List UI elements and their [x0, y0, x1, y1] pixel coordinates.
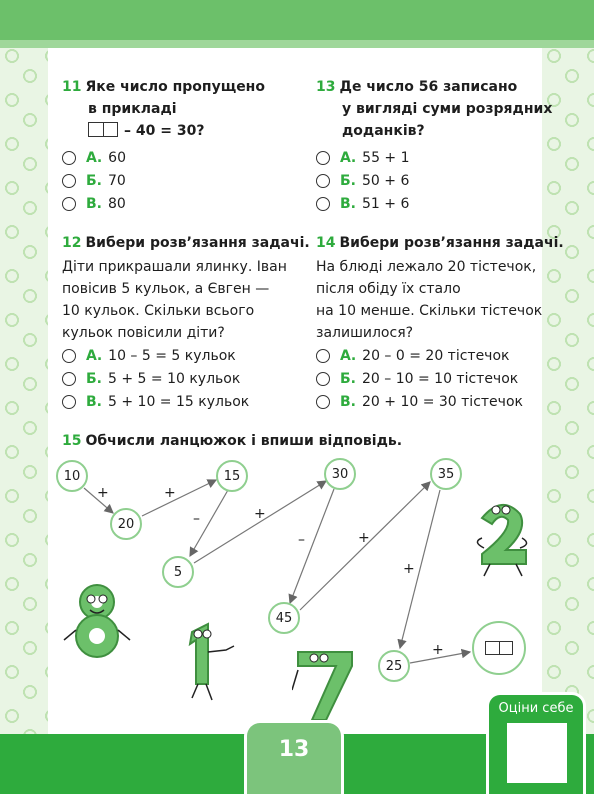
options-list: [316, 344, 538, 413]
digit-2-character-illustration: [470, 498, 536, 580]
digit-1-character-illustration: [176, 622, 242, 704]
option-a[interactable]: [62, 344, 298, 367]
op-label: +: [358, 530, 370, 546]
option-letter: Б.: [340, 370, 356, 387]
problem-line: повісив 5 кульок, а Євген —: [62, 281, 270, 297]
option-text: 20 + 10 = 30 тістечок: [362, 393, 523, 410]
task-14: [316, 232, 564, 413]
task-13: [316, 76, 553, 215]
problem-text: [316, 256, 543, 344]
option-text: 70: [108, 172, 126, 189]
problem-line: 10 кульок. Скільки всього: [62, 303, 255, 319]
option-c[interactable]: [62, 390, 298, 413]
problem-line: на 10 менше. Скільки тістечок: [316, 303, 543, 319]
option-a[interactable]: [316, 146, 538, 169]
problem-line: кульок повісили діти?: [62, 325, 225, 341]
chain-node: 15: [216, 460, 248, 492]
option-c[interactable]: [62, 192, 292, 215]
task-title: Вибери розв’язання задачі.: [85, 235, 310, 251]
radio-circle[interactable]: [62, 174, 76, 188]
radio-circle[interactable]: [62, 395, 76, 409]
question-line: – 40 = 30?: [124, 123, 205, 139]
digit-8-character-illustration: [62, 580, 132, 662]
digit-7-character-illustration: [292, 640, 358, 722]
option-text: 51 + 6: [362, 195, 410, 212]
task-15: [62, 430, 532, 452]
problem-line: Діти прикрашали ялинку. Іван: [62, 259, 287, 275]
option-a[interactable]: [316, 344, 538, 367]
chain-node: 10: [56, 460, 88, 492]
option-text: 5 + 10 = 15 кульок: [108, 393, 250, 410]
option-b[interactable]: [62, 169, 292, 192]
task-11: [62, 76, 292, 215]
task-number: 15: [62, 433, 82, 449]
chain-node: 25: [378, 650, 410, 682]
option-letter: А.: [340, 149, 357, 166]
option-letter: А.: [86, 149, 103, 166]
options-list: [316, 146, 538, 215]
op-label: +: [432, 642, 444, 658]
self-assessment-square[interactable]: [507, 723, 567, 783]
option-letter: В.: [340, 393, 356, 410]
option-b[interactable]: [316, 169, 538, 192]
task-number: 13: [316, 79, 336, 95]
op-label: –: [193, 511, 200, 527]
answer-circle[interactable]: [472, 621, 526, 675]
problem-line: після обіду їх стало: [316, 281, 461, 297]
chain-node: 35: [430, 458, 462, 490]
question-line: у вигляді суми розрядних: [342, 101, 553, 117]
option-c[interactable]: [316, 390, 538, 413]
radio-circle[interactable]: [316, 395, 330, 409]
option-text: 20 – 0 = 20 тістечок: [362, 347, 510, 364]
option-b[interactable]: [316, 367, 538, 390]
task-title: Вибери розв’язання задачі.: [339, 235, 564, 251]
chain-node: 20: [110, 508, 142, 540]
question-line: в прикладі: [88, 101, 177, 117]
option-text: 60: [108, 149, 126, 166]
problem-text: [62, 256, 298, 344]
problem-line: На блюді лежало 20 тістечок,: [316, 259, 537, 275]
missing-number-box: [88, 122, 118, 137]
option-letter: Б.: [86, 370, 102, 387]
answer-input-box[interactable]: [485, 641, 513, 655]
radio-circle[interactable]: [62, 197, 76, 211]
radio-circle[interactable]: [316, 349, 330, 363]
op-label: –: [298, 532, 305, 548]
options-list: [62, 146, 292, 215]
page-number: 13: [244, 720, 344, 794]
radio-circle[interactable]: [62, 349, 76, 363]
task-title: Обчисли ланцюжок і впиши відповідь.: [85, 433, 403, 449]
task-number: 12: [62, 235, 82, 251]
chain-node: 5: [162, 556, 194, 588]
option-a[interactable]: [62, 146, 292, 169]
question-line: доданків?: [342, 123, 425, 139]
radio-circle[interactable]: [316, 174, 330, 188]
option-text: 20 – 10 = 10 тістечок: [362, 370, 519, 387]
op-label: +: [97, 485, 109, 501]
self-assessment-label: Оціни себе: [498, 701, 574, 716]
option-letter: Б.: [340, 172, 356, 189]
option-text: 80: [108, 195, 126, 212]
task-number: 14: [316, 235, 336, 251]
radio-circle[interactable]: [316, 372, 330, 386]
option-letter: В.: [86, 393, 102, 410]
top-band: [0, 0, 594, 48]
question-line: Яке число пропущено: [85, 79, 265, 95]
task-number: 11: [62, 79, 82, 95]
option-letter: В.: [340, 195, 356, 212]
option-letter: В.: [86, 195, 102, 212]
chain-node: 45: [268, 602, 300, 634]
option-c[interactable]: [316, 192, 538, 215]
op-label: +: [254, 506, 266, 522]
option-text: 5 + 5 = 10 кульок: [108, 370, 241, 387]
self-assessment-box: [486, 692, 586, 794]
radio-circle[interactable]: [316, 151, 330, 165]
chain-node: 30: [324, 458, 356, 490]
option-letter: А.: [86, 347, 103, 364]
option-letter: А.: [340, 347, 357, 364]
left-decorative-pattern: [0, 0, 48, 794]
radio-circle[interactable]: [316, 197, 330, 211]
problem-line: залишилося?: [316, 325, 414, 341]
task-12: [62, 232, 310, 413]
op-label: +: [403, 561, 415, 577]
option-text: 10 – 5 = 5 кульок: [108, 347, 236, 364]
op-label: +: [164, 485, 176, 501]
radio-circle[interactable]: [62, 372, 76, 386]
option-text: 50 + 6: [362, 172, 410, 189]
question-line: Де число 56 записано: [339, 79, 518, 95]
option-text: 55 + 1: [362, 149, 410, 166]
options-list: [62, 344, 298, 413]
option-letter: Б.: [86, 172, 102, 189]
option-b[interactable]: [62, 367, 298, 390]
radio-circle[interactable]: [62, 151, 76, 165]
